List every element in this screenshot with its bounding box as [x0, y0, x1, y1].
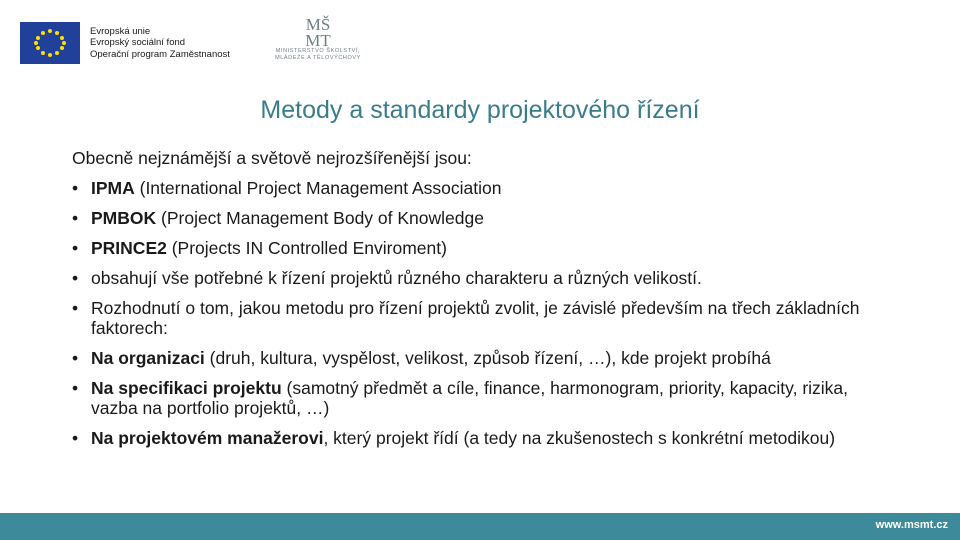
bullet-icon: •	[72, 348, 79, 368]
eu-logo-line: Evropská unie	[90, 25, 151, 37]
bullet-item-text: (Projects IN Controlled Enviroment)	[166, 238, 447, 258]
footer-bar	[0, 513, 960, 540]
footer-url[interactable]: www.msmt.cz	[875, 519, 948, 531]
msmt-mark-top: MŠ	[305, 15, 331, 34]
bullet-icon: •	[72, 238, 79, 258]
bullet-item-text: obsahují vše potřebné k řízení projektů různého charakteru a různých velikostí.	[91, 268, 702, 288]
msmt-mark-bottom: MT	[305, 31, 331, 48]
intro-text: Obecně nejznámější a světově nejrozšířenější jsou:	[72, 148, 472, 168]
msmt-mark-icon	[298, 14, 338, 48]
bullet-item	[72, 178, 892, 198]
bullet-item-text: (samotný předmět a cíle, finance, harmonogram, priority, kapacity, rizika, vazba na portfolio projektů, …)	[91, 378, 849, 418]
bullet-icon: •	[72, 178, 79, 198]
bullet-item	[72, 298, 892, 338]
bullet-icon: •	[72, 268, 79, 288]
bullet-item-text: Rozhodnutí o tom, jakou metodu pro řízení projektů zvolit, je závislé především na třech základních faktorech:	[91, 298, 860, 338]
eu-logo-line: Operační program Zaměstnanost	[90, 48, 230, 60]
bullet-icon: •	[72, 208, 79, 228]
slide-content	[72, 148, 892, 458]
bullet-item-text: , který projekt řídí (a tedy na zkušenostech s konkrétní metodikou)	[323, 428, 836, 448]
bullet-item	[72, 208, 892, 228]
bullet-item	[72, 268, 892, 288]
bullet-item-bold: Na projektovém manažerovi	[91, 428, 324, 448]
msmt-logo	[268, 14, 368, 62]
bullet-item-bold: PRINCE2	[91, 238, 167, 258]
bullet-item-bold: Na organizaci	[91, 348, 205, 368]
bullet-item	[72, 378, 892, 418]
bullet-item-text: (International Project Management Association	[134, 178, 502, 198]
bullet-item	[72, 428, 892, 448]
bullet-item	[72, 348, 892, 368]
bullet-item-bold: Na specifikaci projektu	[91, 378, 282, 398]
bullet-item-bold: PMBOK	[91, 208, 157, 228]
bullet-icon: •	[72, 428, 79, 448]
eu-esf-logo	[20, 22, 230, 64]
bullet-item	[72, 238, 892, 258]
bullet-icon: •	[72, 378, 79, 398]
bullet-icon: •	[72, 298, 79, 318]
bullet-item-text: (Project Management Body of Knowledge	[156, 208, 484, 228]
bullet-item-text: (druh, kultura, vyspělost, velikost, způsob řízení, …), kde projekt probíhá	[204, 348, 771, 368]
slide-title: Metody a standardy projektového řízení	[260, 96, 700, 124]
bullet-item-bold: IPMA	[91, 178, 135, 198]
msmt-logo-line1: MINISTERSTVO ŠKOLSTVÍ,	[275, 48, 361, 54]
msmt-logo-line2: MLÁDEŽE A TĚLOVÝCHOVY	[275, 55, 361, 61]
eu-flag-icon	[20, 22, 80, 64]
bullet-list	[72, 178, 892, 448]
eu-logo-text	[90, 26, 230, 61]
eu-logo-line: Evropský sociální fond	[90, 37, 186, 49]
